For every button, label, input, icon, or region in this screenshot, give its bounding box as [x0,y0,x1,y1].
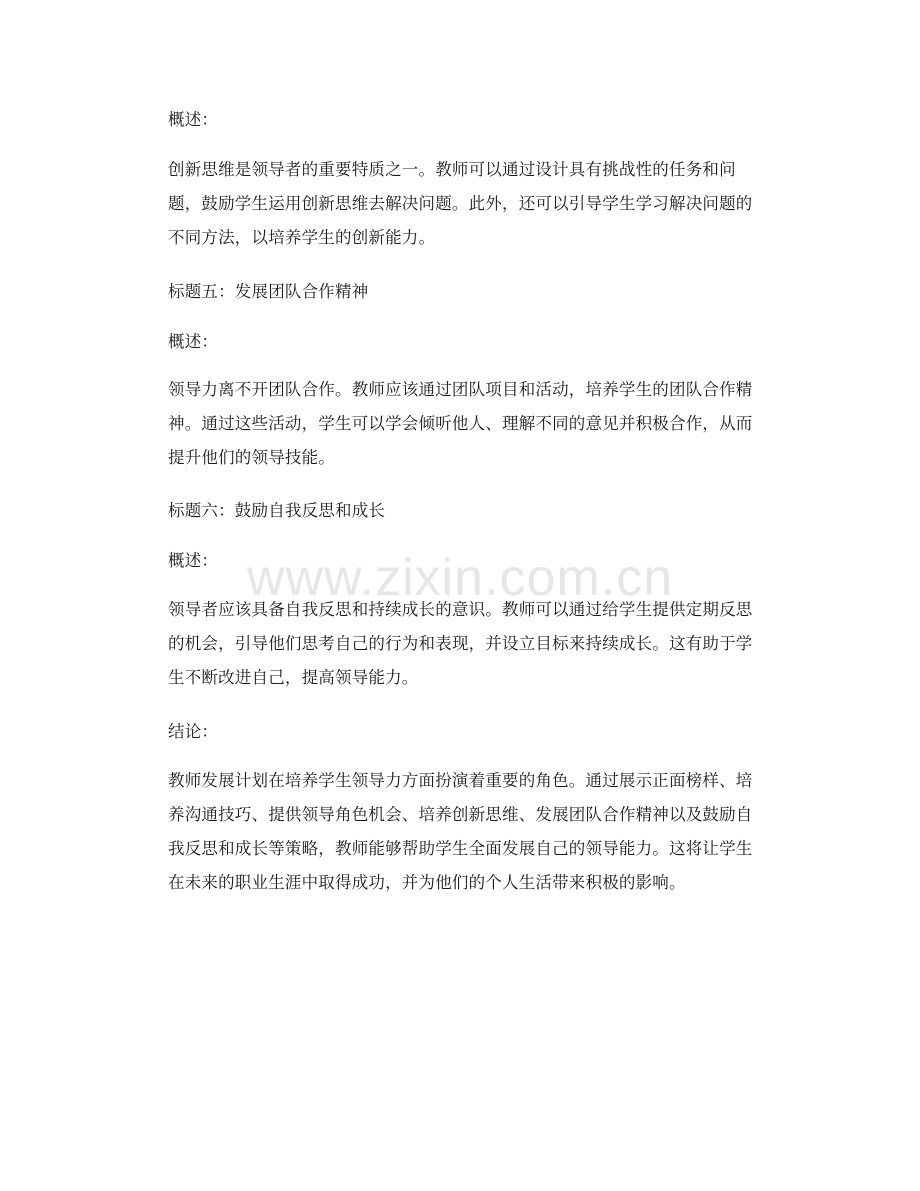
overview-label-3: 概述： [168,551,219,570]
conclusion-label: 结论： [168,722,219,741]
overview-label-2: 概述： [168,332,219,351]
heading-five: 标题五：发展团队合作精神 [168,282,369,301]
paragraph-teamwork: 领导力离不开团队合作。教师应该通过团队项目和活动，培养学生的团队合作精神。通过这些活动，学生可以学会倾听他人、理解不同的意见并积极合作，从而提升他们的领导技能。 [168,380,753,467]
paragraph-reflection: 领导者应该具备自我反思和持续成长的意识。教师可以通过给学生提供定期反思的机会，引导他们思考自己的行为和表现，并设立目标来持续成长。这有助于学生不断改进自己，提高领导能力。 [168,600,753,687]
overview-label-1: 概述： [168,110,219,129]
paragraph-conclusion: 教师发展计划在培养学生领导力方面扮演着重要的角色。通过展示正面榜样、培养沟通技巧、提供领导角色机会、培养创新思维、发展团队合作精神以及鼓励自我反思和成长等策略，教师能够帮助学生全面发展自己的领导能力。这将让学生在未来的职业生涯中取得成功，并为他们的个人生活带来积极的影响。 [168,771,753,892]
watermark: www.zixin.com.cn [246,549,674,607]
heading-six: 标题六：鼓励自我反思和成长 [168,501,386,520]
paragraph-innovation: 创新思维是领导者的重要特质之一。教师可以通过设计具有挑战性的任务和问题，鼓励学生运用创新思维去解决问题。此外，还可以引导学生学习解决问题的不同方法，以培养学生的创新能力。 [168,160,753,247]
